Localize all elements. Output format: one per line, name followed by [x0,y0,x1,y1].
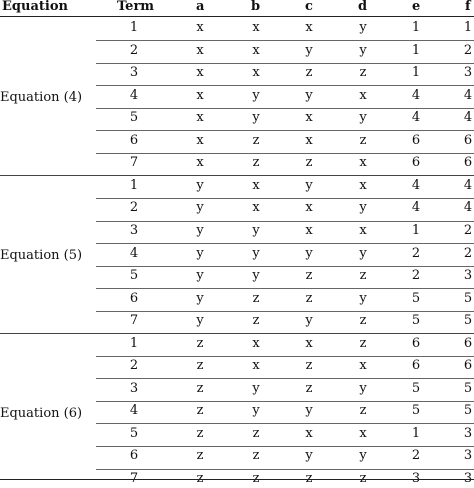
cell-b: y [252,110,260,126]
cell-d: x [359,358,367,374]
equation-label: Equation (5) [0,247,83,263]
cell-e: 6 [411,132,421,148]
cell-a: y [196,290,204,306]
cell-a: y [196,268,204,284]
cell-b: z [252,313,260,329]
cell-c: x [305,20,313,35]
cell-d: y [359,380,367,396]
cell-e: 5 [411,380,421,396]
cell-a: z [196,448,204,464]
header-equation: Equation [2,0,68,14]
cell-a: y [196,177,204,193]
cell-b: y [252,245,260,261]
cell-e: 1 [411,42,421,58]
cell-a: y [196,200,204,216]
header-term: Term [117,0,155,14]
cell-term: 1 [129,20,139,35]
cell-b: x [252,177,260,193]
cell-term: 5 [129,425,139,441]
cell-d: x [359,425,367,441]
cell-a: x [196,42,204,58]
cell-a: x [196,132,204,148]
cell-d: z [359,65,367,81]
cell-f: 6 [463,132,473,148]
cell-c: y [305,87,313,103]
cell-f: 4 [463,110,473,126]
cell-c: x [305,110,313,126]
cell-f: 6 [463,155,473,171]
cell-f: 5 [463,380,473,396]
cell-b: x [252,42,260,58]
cell-term: 2 [129,358,139,374]
cell-f: 5 [463,290,473,306]
cell-c: y [305,177,313,193]
cell-a: z [196,471,204,486]
cell-term: 3 [129,223,139,238]
cell-c: x [305,223,313,238]
cell-term: 2 [129,200,139,216]
cell-e: 6 [411,155,421,171]
cell-d: y [359,290,367,306]
cell-e: 6 [411,335,421,351]
cell-term: 6 [129,448,139,464]
cell-b: z [252,425,260,441]
cell-b: x [252,20,260,35]
header-b: b [251,0,261,14]
cell-f: 4 [463,200,473,216]
cell-e: 6 [411,358,421,374]
cell-d: x [359,177,367,193]
cell-f: 2 [463,223,473,238]
cell-e: 5 [411,313,421,329]
cell-term: 4 [129,403,139,419]
cell-c: y [305,245,313,261]
cell-a: x [196,65,204,81]
cell-b: y [252,380,260,396]
cell-c: z [305,155,313,171]
cell-e: 1 [411,65,421,81]
cell-b: x [252,200,260,216]
cell-f: 4 [463,87,473,103]
cell-f: 6 [463,335,473,351]
cell-d: z [359,313,367,329]
cell-d: z [359,471,367,486]
cell-b: z [252,471,260,486]
cell-e: 2 [411,448,421,464]
cell-b: y [252,87,260,103]
cell-c: x [305,335,313,351]
cell-b: x [252,65,260,81]
equation-label: Equation (4) [0,89,83,105]
cell-b: x [252,358,260,374]
equation-label: Equation (6) [0,405,83,421]
cell-a: y [196,313,204,329]
cell-c: x [305,200,313,216]
cell-term: 3 [129,380,139,396]
cell-term: 3 [129,65,139,81]
cell-f: 3 [463,65,473,81]
cell-c: z [305,380,313,396]
bottom-rule [0,479,474,480]
cell-a: y [196,245,204,261]
cell-b: y [252,403,260,419]
cell-d: y [359,245,367,261]
cell-d: x [359,87,367,103]
cell-e: 4 [411,87,421,103]
cell-c: z [305,290,313,306]
cell-c: y [305,42,313,58]
cell-term: 6 [129,290,139,306]
cell-f: 4 [463,177,473,193]
cell-e: 4 [411,200,421,216]
cell-e: 3 [411,471,421,486]
cell-e: 5 [411,403,421,419]
cell-a: x [196,87,204,103]
cell-term: 5 [129,268,139,284]
cell-term: 7 [129,155,139,171]
cell-b: z [252,448,260,464]
header-rule [0,16,474,17]
group-rule [0,333,474,334]
cell-d: y [359,200,367,216]
cell-f: 2 [463,245,473,261]
cell-d: y [359,448,367,464]
cell-term: 2 [129,42,139,58]
cell-d: x [359,155,367,171]
cell-c: z [305,268,313,284]
header-d: d [358,0,368,14]
cell-term: 4 [129,87,139,103]
cell-f: 3 [463,471,473,486]
cell-d: y [359,20,367,35]
cell-d: y [359,110,367,126]
cell-b: y [252,223,260,238]
cell-d: z [359,268,367,284]
cell-a: z [196,358,204,374]
cell-term: 4 [129,245,139,261]
cell-a: x [196,155,204,171]
cell-c: y [305,313,313,329]
cell-f: 3 [463,425,473,441]
cell-term: 1 [129,335,139,351]
cell-c: x [305,132,313,148]
cell-d: x [359,223,367,238]
cell-f: 3 [463,268,473,284]
cell-f: 5 [463,403,473,419]
cell-term: 1 [129,177,139,193]
cell-a: z [196,335,204,351]
cell-c: x [305,425,313,441]
cell-f: 2 [463,42,473,58]
cell-a: y [196,223,204,238]
cell-b: z [252,155,260,171]
cell-b: y [252,268,260,284]
cell-c: z [305,65,313,81]
cell-d: z [359,132,367,148]
header-e: e [412,0,421,14]
cell-e: 4 [411,110,421,126]
cell-b: z [252,132,260,148]
header-a: a [196,0,205,14]
cell-a: z [196,425,204,441]
cell-f: 1 [463,20,473,35]
cell-term: 7 [129,471,139,486]
cell-term: 7 [129,313,139,329]
cell-d: y [359,42,367,58]
cell-c: y [305,403,313,419]
cell-f: 3 [463,448,473,464]
cell-term: 6 [129,132,139,148]
cell-e: 4 [411,177,421,193]
cell-f: 5 [463,313,473,329]
cell-a: z [196,403,204,419]
cell-b: x [252,335,260,351]
cell-e: 1 [411,223,421,238]
cell-e: 1 [411,20,421,35]
cell-d: z [359,335,367,351]
cell-c: z [305,358,313,374]
cell-b: z [252,290,260,306]
cell-term: 5 [129,110,139,126]
cell-d: z [359,403,367,419]
header-f: f [465,0,471,14]
cell-e: 5 [411,290,421,306]
cell-c: z [305,471,313,486]
group-rule [0,175,474,176]
cell-c: y [305,448,313,464]
cell-a: x [196,20,204,35]
cell-e: 2 [411,245,421,261]
cell-a: x [196,110,204,126]
header-c: c [305,0,313,14]
cell-f: 6 [463,358,473,374]
cell-e: 1 [411,425,421,441]
cell-e: 2 [411,268,421,284]
cell-a: z [196,380,204,396]
